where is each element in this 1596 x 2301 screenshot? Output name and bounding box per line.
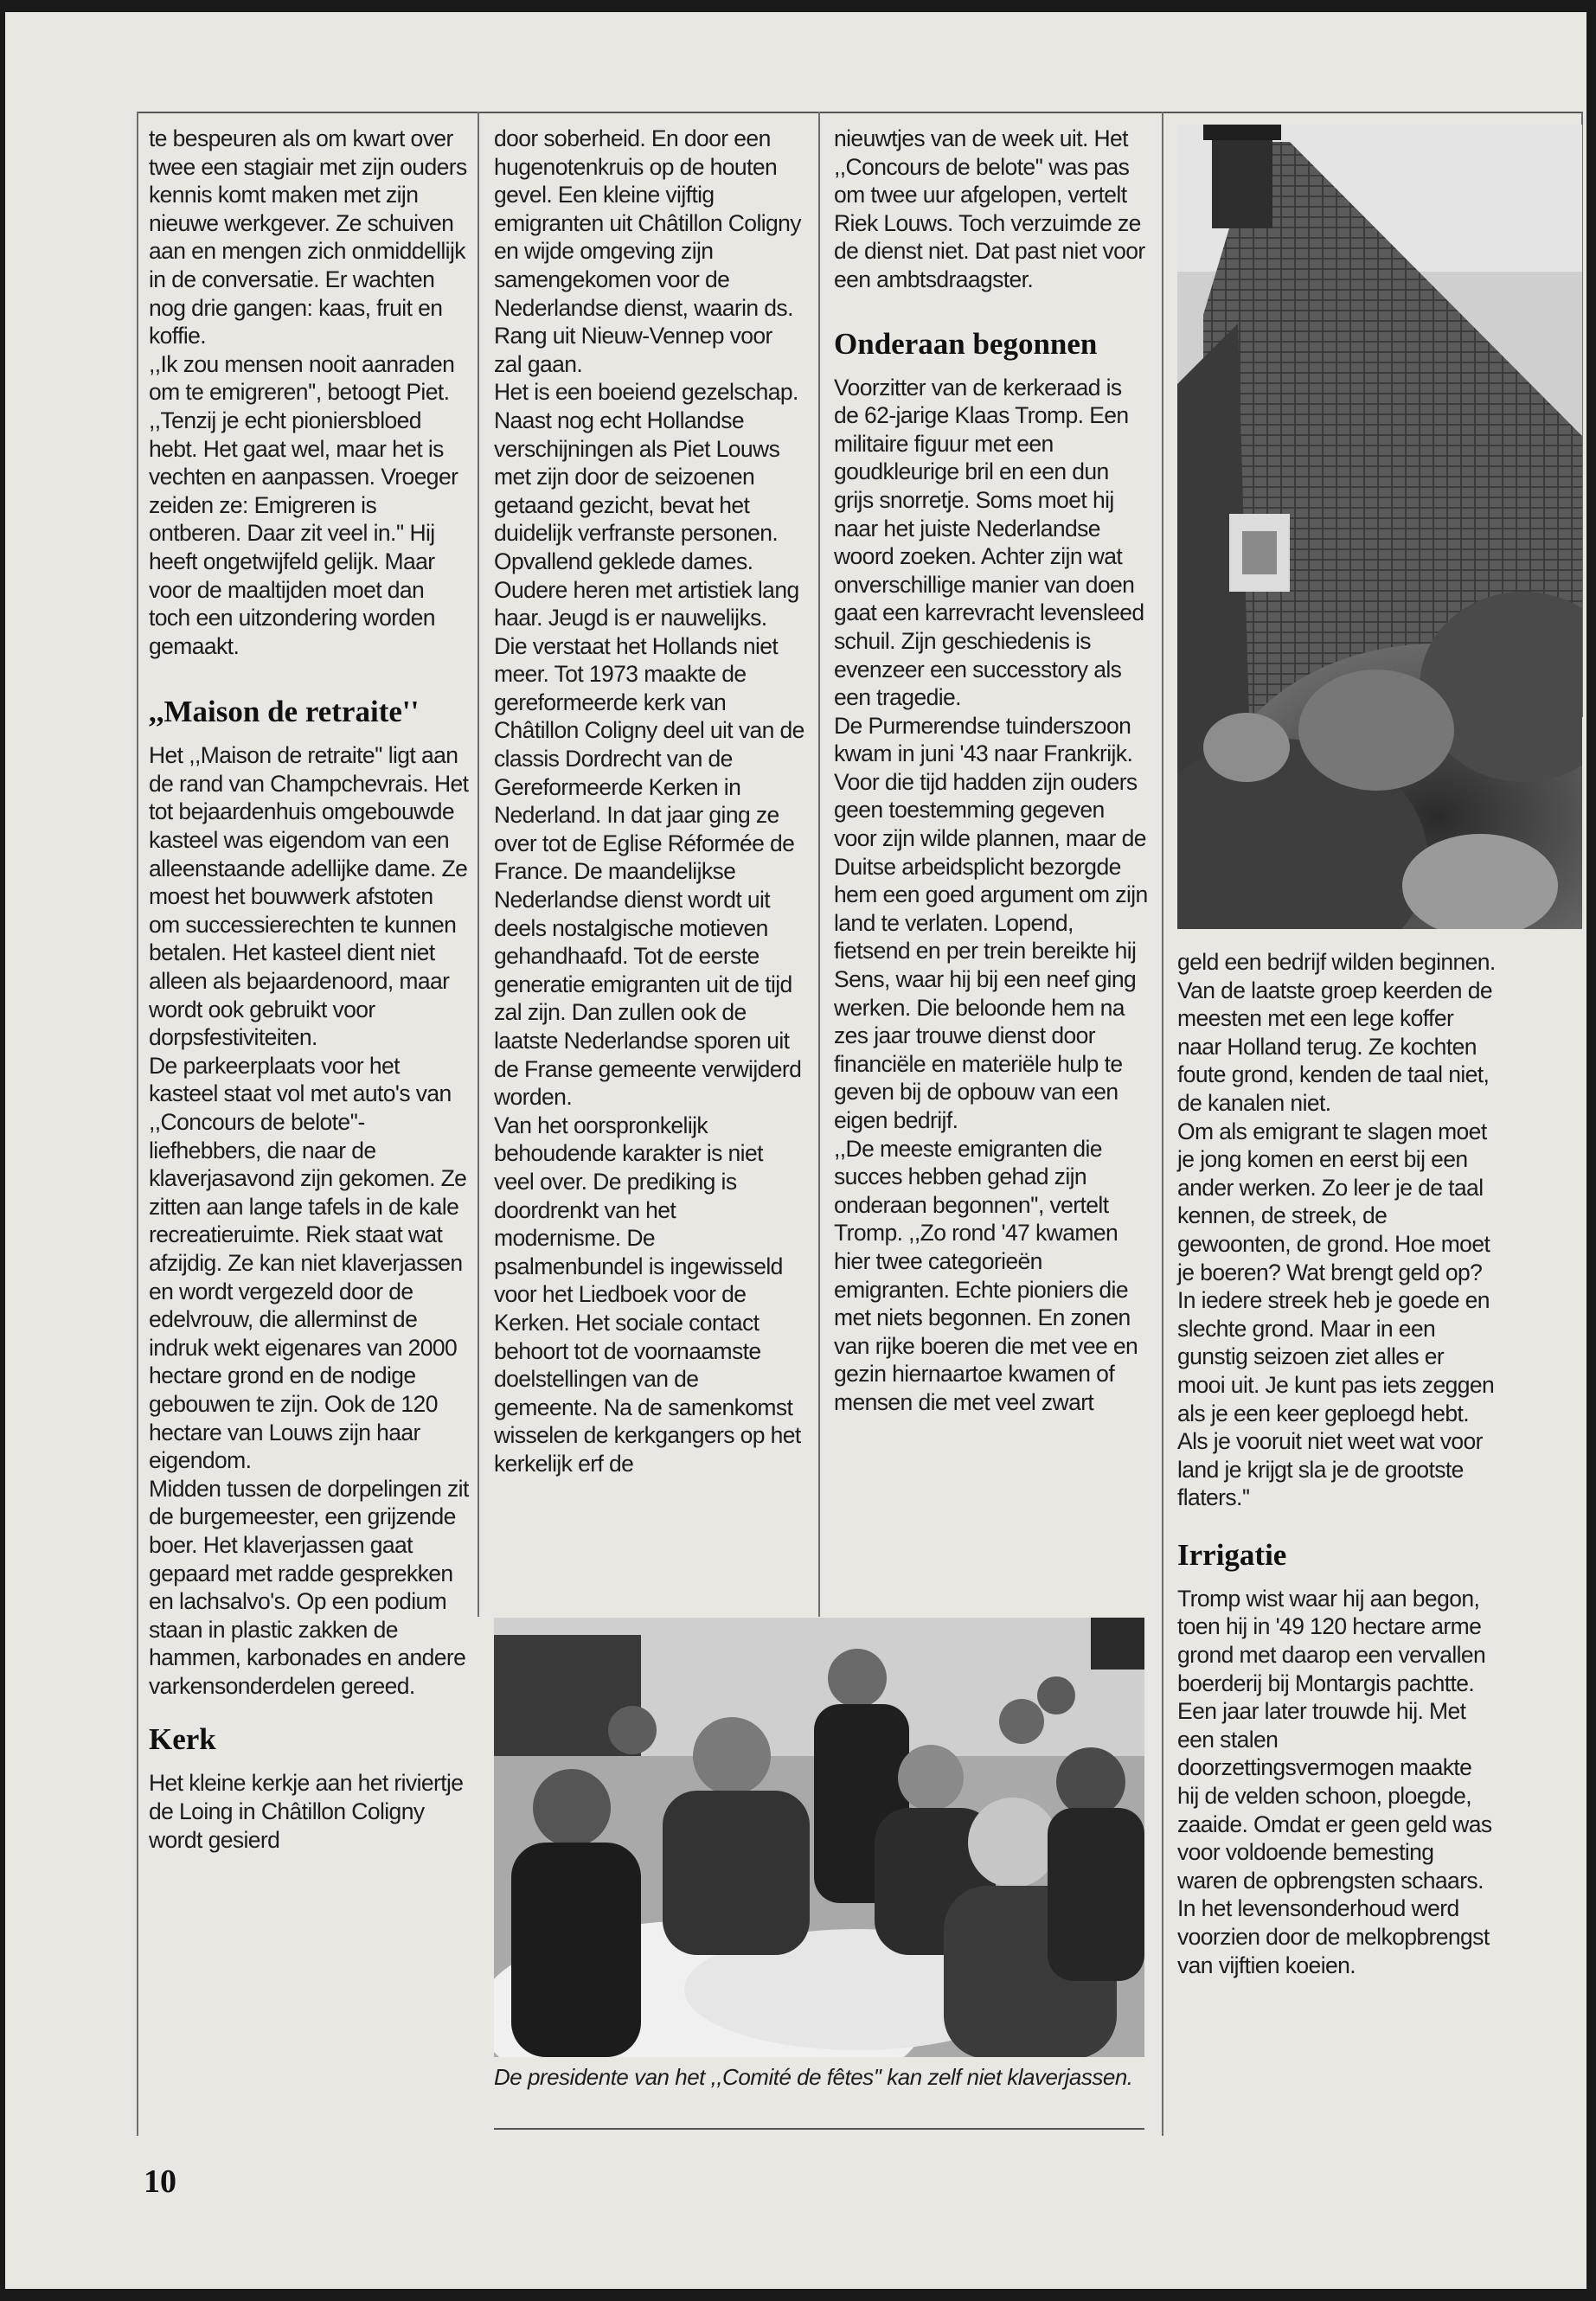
paragraph: Het ,,Maison de retraite'' ligt aan de rand van Champchevrais. Het tot bejaardenhuis omgebouwde kasteel was eigendom van een alleenstaande adellijke dame. Ze moest het bouwwerk afstoten om successierechten te kunnen betalen. Het kasteel dient niet alleen als bejaardenoord, maar wordt ook gebruikt voor dorpsfestiviteiten.: [149, 742, 469, 1051]
caption-rule: [494, 2128, 1144, 2130]
photo-caption: De presidente van het ,,Comité de fêtes'' kan zelf niet klaverjassen.: [494, 2064, 1133, 2090]
farmhouse-photo: [1177, 125, 1582, 929]
card-players-photo: [494, 1618, 1144, 2057]
section-heading: Irrigatie: [1177, 1537, 1287, 1572]
paragraph: De parkeerplaats voor het kasteel staat vol met auto's van ,,Concours de belote''-liefhebbers, die naar de klaverjasavond zijn gekomen. Ze zitten aan lange tafels in de kale recreatieruimte. Riek staat wat afzijdig. Ze kan niet klaverjassen en wordt vergezeld door de edelvrouw, die allerminst de indruk wekt eigenares van 2000 hectare grond en de nodige gebouwen te zijn. Ook de 120 hectare van Louws zijn haar eigendom.: [149, 1052, 467, 1474]
column-rule: [137, 112, 138, 2136]
column-rule: [818, 112, 820, 1617]
section-heading: ,,Maison de retraite'': [149, 695, 420, 729]
paragraph: ,,Ik zou mensen nooit aanraden om te emigreren'', betoogt Piet. ,,Tenzij je echt pioniersbloed hebt. Het gaat wel, maar het is vechten en aanpassen. Vroeger zeiden ze: Emigreren is ontberen. Daar zit veel in.'' Hij heeft ongetwijfeld gelijk. Maar voor de maaltijden moet dan toch een uitzondering worden gemaakt.: [149, 350, 458, 659]
section-heading: Kerk: [149, 1722, 216, 1757]
paragraph: Tromp wist waar hij aan begon, toen hij in '49 120 hectare arme grond met daarop een vervallen boerderij bij Montargis pachtte. Een jaar later trouwde hij. Met een stalen doorzettingsvermogen maakte hij de velden schoon, ploegde, zaaide. Omdat er geen geld was voor voldoende bemesting waren de opbrengsten schaars. In het levensonderhoud werd voorzien door de melkopbrengst van vijftien koeien.: [1177, 1585, 1492, 1978]
paragraph: nieuwtjes van de week uit. Het ,,Concours de belote'' was pas om twee uur afgelopen, vertelt Riek Louws. Toch verzuimde ze de dienst niet. Dat past niet voor een ambtsdraagster.: [834, 125, 1145, 292]
top-rule: [137, 112, 1583, 113]
article-column-1: [149, 125, 469, 1854]
column-rule: [1162, 112, 1163, 2136]
column-rule: [478, 112, 479, 1617]
article-column-4: [1177, 948, 1496, 1979]
paragraph: ,,De meeste emigranten die succes hebben gehad zijn onderaan begonnen'', vertelt Tromp. ,,Zo rond '47 kwamen hier twee categorieën emigranten. Echte pioniers die met niets begonnen. En zonen van rijke boeren die met vee en gezin hiernaartoe kwamen of mensen die met veel zwart: [834, 1135, 1138, 1415]
paragraph: Voorzitter van de kerkeraad is de 62-jarige Klaas Tromp. Een militaire figuur met een goudkleurige bril en een dun grijs snorretje. Soms moet hij naar het juiste Nederlandse woord zoeken. Achter zijn wat onverschillige manier van doen gaat een karrevracht levensleed schuil. Zijn geschiedenis is evenzeer een successtory als een tragedie.: [834, 374, 1144, 711]
section-heading: Onderaan begonnen: [834, 326, 1098, 361]
paragraph: Midden tussen de dorpelingen zit de burgemeester, een grijzende boer. Het klaverjassen gaat gepaard met radde gesprekken en lachsalvo's. Op een podium staan in plastic zakken de hammen, karbonades en andere varkensonderdelen gereed.: [149, 1475, 469, 1699]
paragraph: door soberheid. En door een hugenotenkruis op de houten gevel. Een kleine vijftig emigranten uit Châtillon Coligny en wijde omgeving zijn samengekomen voor de Nederlandse dienst, waarin ds. Rang uit Nieuw-Vennep voor zal gaan.: [494, 125, 801, 377]
article-column-2: [494, 125, 805, 1478]
magazine-page: [5, 12, 1586, 2289]
paragraph: Om als emigrant te slagen moet je jong komen en eerst bij een ander werken. Zo leer je de taal kennen, de streek, de gewoonten, de grond. Hoe moet je boeren? Wat brengt geld op? In iedere streek heb je goede en slechte grond. Maar in een gunstig seizoen ziet alles er mooi uit. Je kunt pas iets zeggen als je een keer geploegd hebt. Als je vooruit niet weet wat voor land je krijgt sla je de grootste flaters.'': [1177, 1118, 1495, 1511]
paragraph: Van het oorspronkelijk behoudende karakter is niet veel over. De prediking is doordrenkt van het modernisme. De psalmenbundel is ingewisseld voor het Liedboek voor de Kerken. Het sociale contact behoort tot de voornaamste doelstellingen van de gemeente. Na de samenkomst wisselen de kerkgangers op het kerkelijk erf de: [494, 1112, 801, 1477]
page-number: 10: [144, 2163, 176, 2200]
paragraph: Het is een boeiend gezelschap. Naast nog echt Hollandse verschijningen als Piet Louws met zijn door de seizoenen getaand gezicht, bevat het duidelijk verfranste personen. Opvallend geklede dames. Oudere heren met artistiek lang haar. Jeugd is er nauwelijks. Die verstaat het Hollands niet meer. Tot 1973 maakte de gereformeerde kerk van Châtillon Coligny deel uit van de classis Dordrecht van de Gereformeerde Kerken in Nederland. In dat jaar ging ze over tot de Eglise Réformée de France. De maandelijkse Nederlandse dienst wordt uit deels nostalgische motieven gehandhaafd. Tot de eerste generatie emigranten uit de tijd zal zijn. Dan zullen ook de laatste Nederlandse sporen uit de Franse gemeente verwijderd worden.: [494, 379, 804, 1111]
paragraph: geld een bedrijf wilden beginnen. Van de laatste groep keerden de meesten met een lege koffer naar Holland terug. Ze kochten foute grond, kenden de taal niet, de kanalen niet.: [1177, 949, 1496, 1116]
article-column-3: [834, 125, 1151, 1417]
paragraph: Het kleine kerkje aan het riviertje de Loing in Châtillon Coligny wordt gesierd: [149, 1770, 464, 1853]
paragraph: te bespeuren als om kwart over twee een stagiair met zijn ouders kennis komt maken met zijn nieuwe werkgever. Ze schuiven aan en mengen zich onmiddellijk in de conversatie. Er wachten nog drie gangen: kaas, fruit en koffie.: [149, 125, 467, 349]
paragraph: De Purmerendse tuinderszoon kwam in juni '43 naar Frankrijk. Voor die tijd hadden zijn ouders geen toestemming gegeven voor zijn wilde plannen, maar de Duitse arbeidsplicht bezorgde hem een goed argument om zijn land te verlaten. Lopend, fietsend en per trein bereikte hij Sens, waar hij bij een neef ging werken. Die beloonde hem na zes jaar trouwe dienst door financiële en materiële hulp te geven bij de opbouw van een eigen bedrijf.: [834, 712, 1148, 1133]
